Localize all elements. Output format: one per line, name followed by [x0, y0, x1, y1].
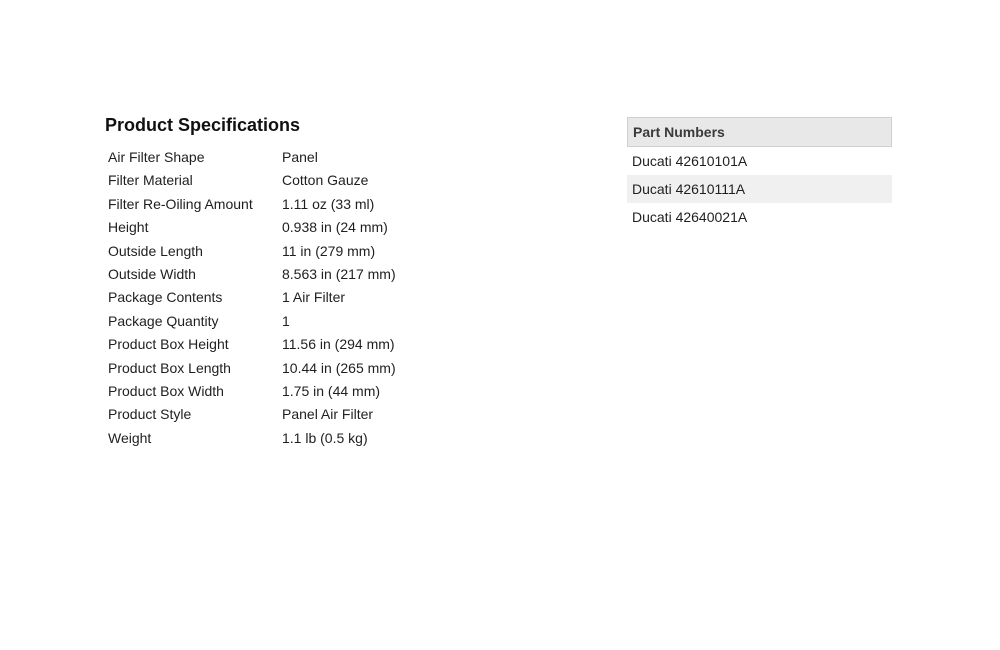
table-row	[105, 357, 399, 380]
spec-label: Product Box Height	[108, 336, 229, 353]
specs-table	[105, 146, 399, 450]
table-row	[105, 310, 399, 333]
table-row	[105, 403, 399, 426]
table-row	[105, 427, 399, 450]
table-row	[105, 216, 399, 239]
part-numbers-header: Part Numbers	[627, 117, 892, 147]
table-row	[105, 240, 399, 263]
spec-value: 8.563 in (217 mm)	[282, 266, 396, 283]
table-row	[105, 263, 399, 286]
spec-value: 1.11 oz (33 ml)	[282, 195, 375, 212]
table-row	[105, 146, 399, 169]
spec-label: Package Quantity	[108, 312, 219, 329]
spec-value: 1.75 in (44 mm)	[282, 383, 381, 400]
spec-label: Product Box Width	[108, 383, 224, 400]
table-row	[105, 286, 399, 309]
spec-label: Outside Width	[108, 266, 196, 283]
specs-title: Product Specifications	[105, 115, 301, 135]
spec-label: Height	[108, 219, 149, 236]
spec-value: 1	[282, 312, 290, 329]
spec-value: Panel	[282, 149, 318, 165]
table-row	[105, 380, 399, 403]
spec-label: Product Box Length	[108, 359, 231, 376]
spec-label: Filter Re-Oiling Amount	[108, 195, 253, 212]
spec-label: Package Contents	[108, 289, 223, 306]
spec-label: Weight	[108, 429, 152, 446]
product-specifications-section	[105, 114, 525, 450]
spec-value: 11.56 in (294 mm)	[282, 336, 395, 353]
part-number-item: Ducati 42640021A	[632, 209, 748, 225]
spec-value: 1 Air Filter	[282, 289, 346, 306]
spec-value: 11 in (279 mm)	[282, 242, 376, 259]
spec-value: 0.938 in (24 mm)	[282, 219, 388, 236]
spec-label: Filter Material	[108, 172, 193, 189]
spec-label: Product Style	[108, 406, 192, 423]
spec-label: Air Filter Shape	[108, 149, 205, 165]
part-numbers-panel	[627, 117, 892, 231]
table-row	[105, 193, 399, 216]
table-row	[105, 169, 399, 192]
spec-value: 1.1 lb (0.5 kg)	[282, 429, 368, 446]
part-number-item: Ducati 42610111A	[627, 175, 892, 203]
spec-value: 10.44 in (265 mm)	[282, 359, 396, 376]
spec-value: Cotton Gauze	[282, 172, 369, 189]
part-number-item: Ducati 42610101A	[632, 153, 748, 169]
spec-label: Outside Length	[108, 242, 203, 259]
table-row	[105, 333, 399, 356]
spec-value: Panel Air Filter	[282, 406, 374, 423]
